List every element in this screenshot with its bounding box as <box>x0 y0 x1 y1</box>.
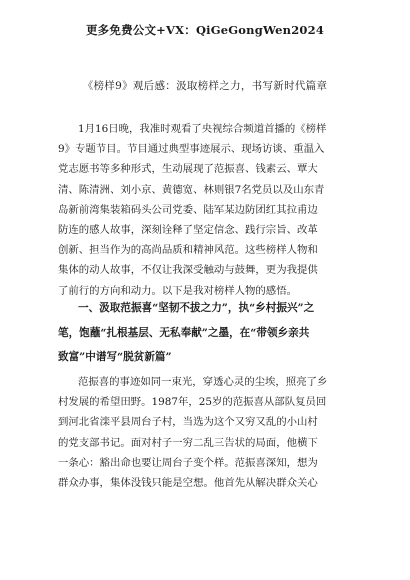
paragraph-line: 村发展的希望田野。1987年，25岁的范振喜从部队复员回 <box>58 396 327 409</box>
intro-paragraph <box>58 119 354 301</box>
paragraph-line: 岛新前湾集装箱码头公司党委、陆军某边防团红其拉甫边 <box>58 203 318 216</box>
paragraph-line: 了前行的方向和动力。以下是我对榜样人物的感悟。 <box>58 284 297 297</box>
paragraph-line: 集体的动人故事，不仅让我深受触动与鼓舞，更为我提供 <box>58 264 318 277</box>
page-header: 更多免费公文+VX：QiGeGongWen2024 <box>85 23 325 37</box>
heading-line: 一、汲取范振喜“坚韧不拔之力”，执“乡村振兴”之 <box>78 302 315 314</box>
paragraph-line: 群众办事，集体没钱只能是空想。他首先从解决群众关心 <box>58 477 318 490</box>
document-title: 《榜样9》观后感：汲取榜样之力，书写新时代篇章 <box>82 80 328 92</box>
section-paragraph <box>58 372 354 493</box>
paragraph-line: 的党支部书记。面对村子一穷二乱三告状的局面，他横下 <box>58 436 318 449</box>
paragraph-line: 1月16日晚，我准时观看了央视综合频道首播的《榜样 <box>78 123 327 135</box>
section-heading <box>58 296 354 370</box>
paragraph-line: 一条心：豁出命也要让周台子变个样。范振喜深知，想为 <box>58 456 318 469</box>
heading-line: 笔，饱蘸“扎根基层、无私奉献”之墨，在“带领乡亲共 <box>58 326 310 339</box>
heading-line: 致富”中谱写“脱贫新篇” <box>58 351 172 363</box>
paragraph-line: 清、陈清洲、刘小京、黄德宽、林则银7名党员以及山东青 <box>58 183 325 196</box>
paragraph-line: 防连的感人故事，深刻诠释了坚定信念、践行宗旨、改革 <box>58 224 318 237</box>
paragraph-line: 范振喜的事迹如同一束光，穿透心灵的尘埃，照亮了乡 <box>78 376 328 388</box>
paragraph-line: 党志愿书等多种形式，生动展现了范振喜、钱素云、覃大 <box>58 163 318 176</box>
paragraph-line: 9》专题节目。节目通过典型事迹展示、现场访谈、重温入 <box>58 143 325 156</box>
paragraph-line: 创新、担当作为的高尚品质和精神风范。这些榜样人物和 <box>58 244 318 257</box>
paragraph-line: 到河北省滦平县周台子村，当选为这个又穷又乱的小山村 <box>58 416 318 429</box>
